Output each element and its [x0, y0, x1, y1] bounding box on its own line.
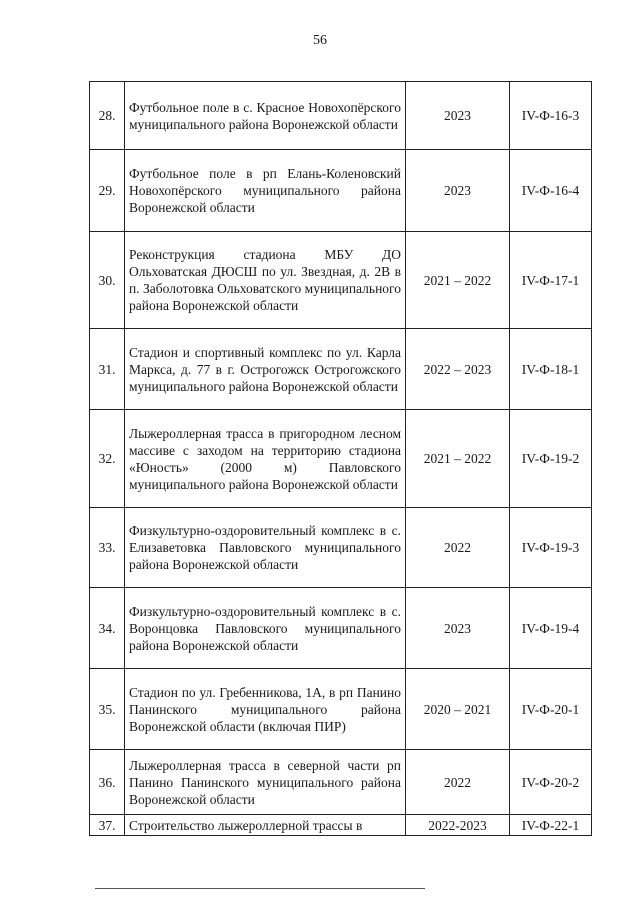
construction-period: 2023 [406, 588, 510, 669]
page-number: 56 [313, 33, 327, 48]
object-code: IV-Ф-16-3 [510, 82, 592, 150]
construction-period: 2022 [406, 750, 510, 815]
object-name: Физкультурно-оздоровительный комплекс в с. Воронцовка Павловского муниципального района Воронежской области [125, 588, 406, 669]
object-name: Физкультурно-оздоровительный комплекс в с. Елизаветовка Павловского муниципального района Воронежской области [125, 508, 406, 588]
construction-period: 2023 [406, 150, 510, 232]
row-number: 33. [90, 508, 125, 588]
object-name: Реконструкция стадиона МБУ ДО Ольховатская ДЮСШ по ул. Звездная, д. 2В в п. Заболотовка Ольховатского муниципального района Воронежской области [125, 232, 406, 329]
construction-period: 2021 – 2022 [406, 232, 510, 329]
object-name: Лыжероллерная трасса в северной части рп Панино Панинского муниципального района Воронежской области [125, 750, 406, 815]
table-row [90, 750, 592, 815]
construction-period: 2021 – 2022 [406, 410, 510, 508]
footer-divider [95, 888, 425, 889]
row-number: 32. [90, 410, 125, 508]
table-row [90, 815, 592, 836]
object-code: IV-Ф-19-4 [510, 588, 592, 669]
object-name: Строительство лыжероллерной трассы в [125, 815, 406, 836]
table-row [90, 329, 592, 410]
object-name: Стадион по ул. Гребенникова, 1А, в рп Панино Панинского муниципального района Воронежской области (включая ПИР) [125, 669, 406, 750]
object-name: Футбольное поле в рп Елань-Коленовский Новохопёрского муниципального района Воронежской области [125, 150, 406, 232]
row-number: 28. [90, 82, 125, 150]
object-code: IV-Ф-20-1 [510, 669, 592, 750]
row-number: 37. [90, 815, 125, 836]
object-code: IV-Ф-17-1 [510, 232, 592, 329]
construction-period: 2022 [406, 508, 510, 588]
table-row [90, 410, 592, 508]
object-name: Стадион и спортивный комплекс по ул. Карла Маркса, д. 77 в г. Острогожск Острогожского муниципального района Воронежской области [125, 329, 406, 410]
object-code: IV-Ф-19-2 [510, 410, 592, 508]
row-number: 29. [90, 150, 125, 232]
object-code: IV-Ф-16-4 [510, 150, 592, 232]
table-row [90, 588, 592, 669]
object-code: IV-Ф-19-3 [510, 508, 592, 588]
objects-table [89, 81, 592, 836]
row-number: 35. [90, 669, 125, 750]
object-name: Футбольное поле в с. Красное Новохопёрского муниципального района Воронежской области [125, 82, 406, 150]
object-code: IV-Ф-20-2 [510, 750, 592, 815]
table-row [90, 150, 592, 232]
object-code: IV-Ф-22-1 [510, 815, 592, 836]
object-code: IV-Ф-18-1 [510, 329, 592, 410]
table-row [90, 232, 592, 329]
row-number: 30. [90, 232, 125, 329]
row-number: 34. [90, 588, 125, 669]
object-name: Лыжероллерная трасса в пригородном лесном массиве с заходом на территорию стадиона «Юность» (2000 м) Павловского муниципального района Воронежской области [125, 410, 406, 508]
construction-period: 2022 – 2023 [406, 329, 510, 410]
table-row [90, 508, 592, 588]
row-number: 31. [90, 329, 125, 410]
row-number: 36. [90, 750, 125, 815]
construction-period: 2023 [406, 82, 510, 150]
construction-period: 2020 – 2021 [406, 669, 510, 750]
construction-period: 2022-2023 [406, 815, 510, 836]
table-row [90, 669, 592, 750]
objects-table-body [90, 82, 592, 836]
table-row [90, 82, 592, 150]
